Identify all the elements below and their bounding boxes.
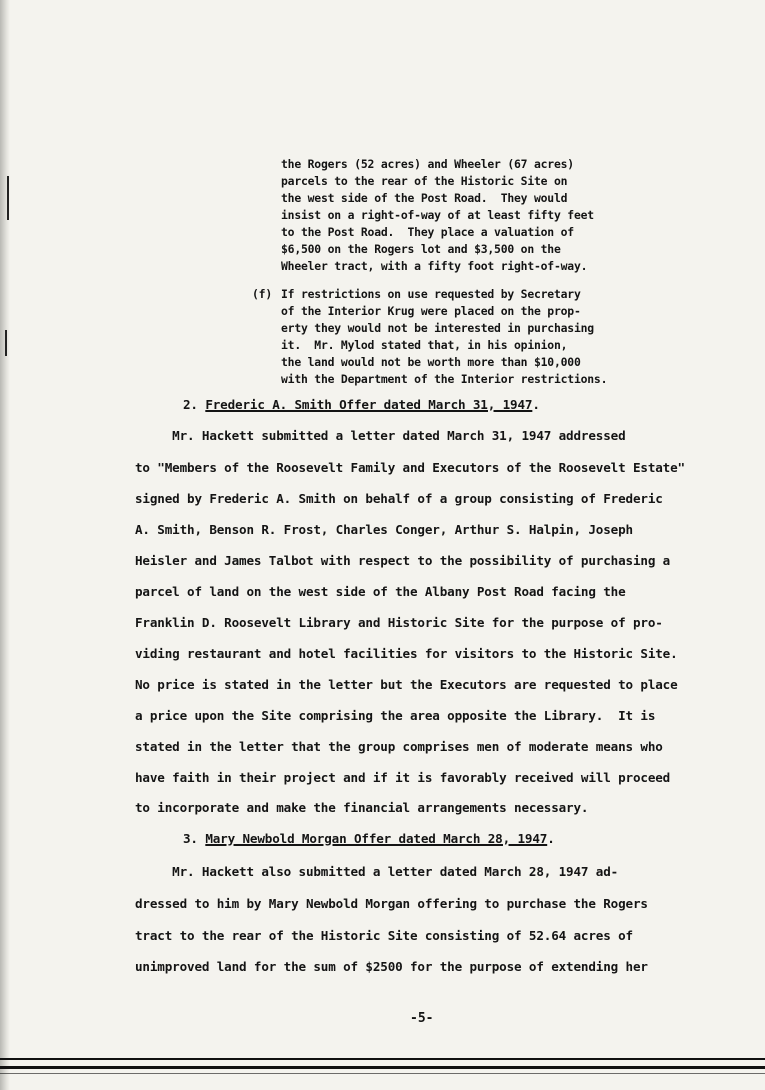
paragraph-line: to incorporate and make the financial arrangements necessary. [135, 800, 589, 815]
page-number: -5- [410, 1011, 434, 1026]
paragraph-line: Heisler and James Talbot with respect to the possibility of purchasing a [135, 553, 671, 568]
paragraph-line: Franklin D. Roosevelt Library and Historic Site for the purpose of pro- [135, 615, 663, 630]
item-marker: (f) [252, 287, 272, 301]
paragraph-line: dressed to him by Mary Newbold Morgan offering to purchase the Rogers [135, 896, 648, 911]
section-number: 3. [183, 831, 198, 846]
text-line: the land would not be worth more than $10,000 [281, 355, 581, 369]
heading-period: . [547, 831, 555, 846]
paragraph-line: unimproved land for the sum of $2500 for the purpose of extending her [135, 959, 648, 974]
bottom-scan-rule [0, 1073, 765, 1074]
paragraph-line: Mr. Hackett also submitted a letter dated March 28, 1947 ad- [135, 864, 619, 879]
scan-mark [5, 330, 7, 356]
scan-mark [7, 176, 9, 220]
text-line: erty they would not be interested in purchasing [281, 321, 594, 335]
paragraph-line: Mr. Hackett submitted a letter dated March 31, 1947 addressed [135, 428, 626, 443]
paragraph-line: signed by Frederic A. Smith on behalf of a group consisting of Frederic [135, 491, 663, 506]
scan-left-edge [0, 0, 10, 1090]
section-title: Mary Newbold Morgan Offer dated March 28, 1947 [205, 831, 548, 846]
text-line: Wheeler tract, with a fifty foot right-of-way. [281, 259, 588, 273]
paragraph-line: parcel of land on the west side of the Albany Post Road facing the [135, 584, 626, 599]
heading-period: . [532, 397, 540, 412]
text-line: the west side of the Post Road. They would [281, 191, 568, 205]
section-heading [183, 398, 540, 412]
text-line: to the Post Road. They place a valuation of [281, 225, 574, 239]
paragraph-line: A. Smith, Benson R. Frost, Charles Conger, Arthur S. Halpin, Joseph [135, 522, 633, 537]
text-line: with the Department of the Interior restrictions. [281, 372, 608, 386]
text-line: of the Interior Krug were placed on the prop- [281, 304, 581, 318]
text-line: parcels to the rear of the Historic Site on [281, 174, 568, 188]
paragraph-line: tract to the rear of the Historic Site consisting of 52.64 acres of [135, 928, 633, 943]
text-line: it. Mr. Mylod stated that, in his opinion, [281, 338, 568, 352]
paragraph-line: have faith in their project and if it is favorably received will proceed [135, 770, 671, 785]
paragraph-line: viding restaurant and hotel facilities for visitors to the Historic Site. [135, 646, 678, 661]
paragraph-line: a price upon the Site comprising the area opposite the Library. It is [135, 708, 656, 723]
text-line: If restrictions on use requested by Secretary [281, 287, 581, 301]
text-line: the Rogers (52 acres) and Wheeler (67 acres) [281, 157, 574, 171]
bottom-scan-rule [0, 1058, 765, 1060]
text-line: insist on a right-of-way of at least fifty feet [281, 208, 594, 222]
section-heading [183, 832, 555, 846]
paragraph-line: to "Members of the Roosevelt Family and Executors of the Roosevelt Estate" [135, 460, 685, 475]
section-title: Frederic A. Smith Offer dated March 31, 1947 [205, 397, 533, 412]
text-line: $6,500 on the Rogers lot and $3,500 on the [281, 242, 561, 256]
paragraph-line: stated in the letter that the group comprises men of moderate means who [135, 739, 663, 754]
section-number: 2. [183, 397, 198, 412]
bottom-scan-rule [0, 1066, 765, 1069]
paragraph-line: No price is stated in the letter but the Executors are requested to place [135, 677, 678, 692]
